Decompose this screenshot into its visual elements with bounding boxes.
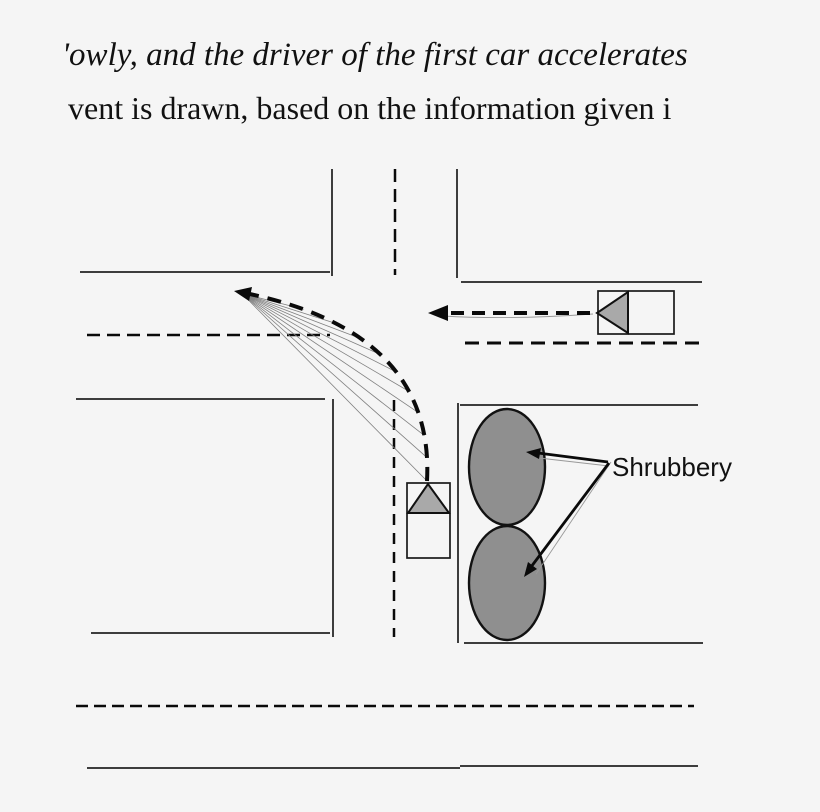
caption-line-1: 'owly, and the driver of the first car accelerates [62, 37, 688, 73]
trajectory-fan-line [242, 294, 427, 458]
shrubbery-label: Shrubbery [612, 452, 732, 482]
turning-car-windshield-icon [408, 484, 449, 513]
road-edges [76, 169, 703, 768]
shrubbery [469, 409, 545, 640]
turning-car [407, 483, 450, 558]
shrubbery-arrow-top-line [538, 453, 608, 462]
trajectory-fan-line [242, 294, 336, 324]
trajectory-fan-line [242, 294, 380, 355]
shrub-ellipse-bottom [469, 526, 545, 640]
turn-trajectory-arrowhead-icon [234, 287, 252, 301]
caption-line-2: vent is drawn, based on the information given i [68, 90, 672, 126]
trajectory-fan-line [242, 294, 409, 392]
oncoming-car-windshield-icon [597, 292, 628, 333]
shrubbery-annotation [524, 448, 732, 577]
trajectory-fan-line [242, 294, 418, 413]
shrub-ellipse-top [469, 409, 545, 525]
shrubbery-thin-line-bottom [536, 462, 611, 574]
oncoming-car [428, 291, 674, 334]
road-center-lines [76, 169, 703, 706]
oncoming-car-arrowhead-icon [428, 305, 448, 321]
trajectory-fan-line [242, 294, 361, 339]
trajectory-fan-line [242, 294, 396, 373]
